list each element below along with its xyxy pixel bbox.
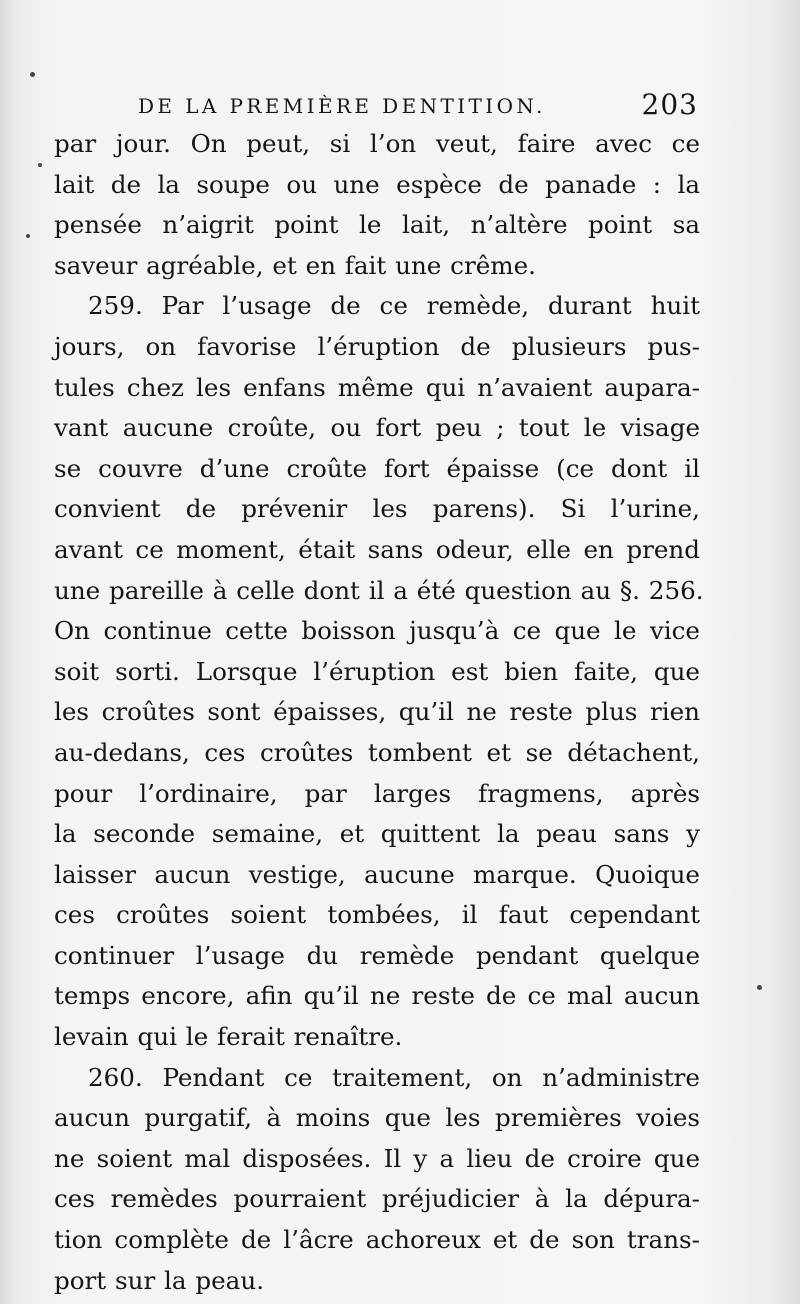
text-line: levain qui le ferait renaître. [54,1022,403,1052]
text-line: par jour. On peut, si l’on veut, faire avec ce [54,129,700,158]
running-head [138,90,698,124]
paper-speck [30,72,35,77]
paragraph-259-start: 259. Par l’usage de ce remède, durant huit [88,291,700,321]
text-line: ne soient mal disposées. Il y a lieu de croire que [54,1143,700,1173]
text-line: port sur la peau. [54,1265,265,1295]
text-line: jours, on favorise l’éruption de plusieurs pus- [54,331,700,361]
text-line: laisser aucun vestige, aucune marque. Quoique [54,859,700,889]
text-line: la seconde semaine, et quittent la peau sans y [54,819,700,849]
text-line: ces remèdes pourraient préjudicier à la dépura- [54,1184,700,1214]
text-line: avant ce moment, était sans odeur, elle en prend [54,534,700,564]
text-line: tion complète de l’âcre achoreux et de son trans- [54,1225,700,1255]
text-line: soit sorti. Lorsque l’éruption est bien faite, que [54,656,700,686]
running-title: DE LA PREMIÈRE DENTITION. [138,94,546,118]
paper-speck [38,163,42,167]
text-line: convient de prévenir les parens). Si l’urine, [54,494,700,524]
text-line: vant aucune croûte, ou fort peu ; tout le visage [54,413,700,443]
text-line: saveur agréable, et en fait une crême. [54,250,536,280]
paragraph-260-start: 260. Pendant ce traitement, on n’administre [88,1062,700,1092]
body-text [54,124,704,1301]
text-line: lait de la soupe ou une espèce de panade : la [54,169,700,199]
text-line: une pareille à celle dont il a été question au §. 256. [54,575,704,605]
paper-speck [757,985,762,990]
text-line: pour l’ordinaire, par larges fragmens, après [54,778,700,808]
page-number: 203 [641,88,698,121]
text-line: tules chez les enfans même qui n’avaient aupara- [54,372,700,402]
text-line: continuer l’usage du remède pendant quelque [54,940,700,970]
text-line: temps encore, afin qu’il ne reste de ce mal aucun [54,981,700,1011]
text-line: On continue cette boisson jusqu’à ce que le vice [54,616,700,646]
paper-speck [26,234,30,238]
text-line: au-dedans, ces croûtes tombent et se détachent, [54,737,700,767]
text-line: les croûtes sont épaisses, qu’il ne reste plus rien [54,697,700,727]
text-line: se couvre d’une croûte fort épaisse (ce dont il [54,453,700,483]
text-line: aucun purgatif, à moins que les premières voies [54,1103,700,1133]
text-line: pensée n’aigrit point le lait, n’altère point sa [54,210,700,240]
text-line: ces croûtes soient tombées, il faut cependant [54,900,700,930]
